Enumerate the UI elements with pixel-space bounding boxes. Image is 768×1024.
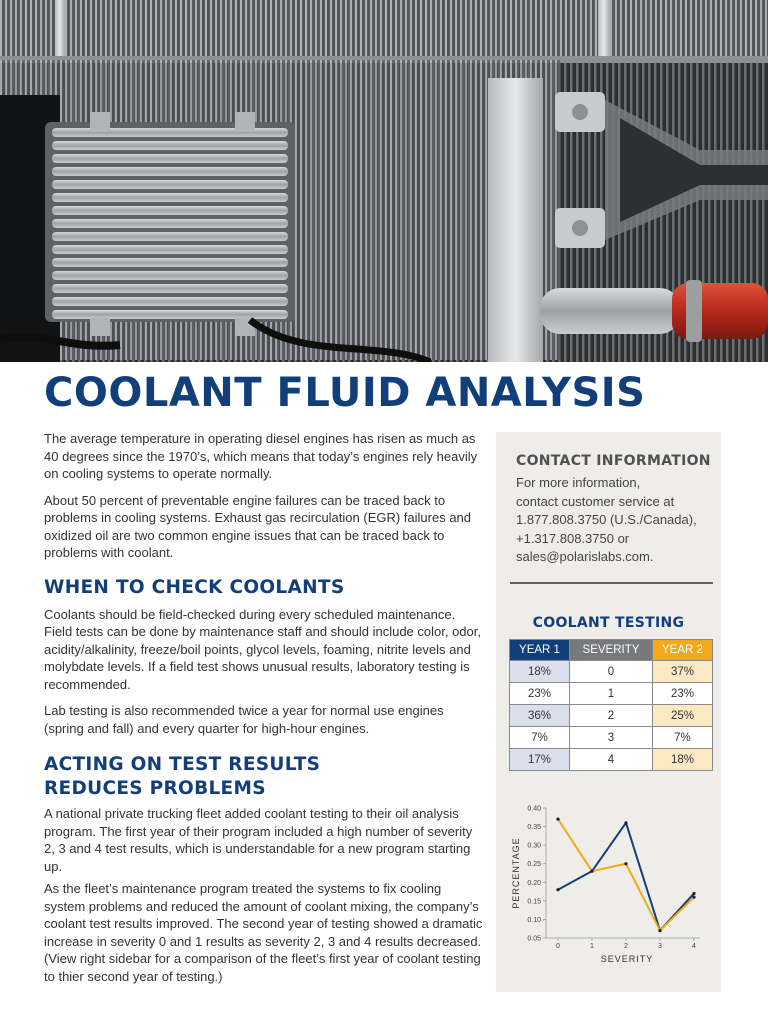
- contact-line: contact customer service at: [516, 493, 675, 509]
- series-1-point: [556, 888, 559, 891]
- table-row: [510, 683, 713, 705]
- header-severity: SEVERITY: [570, 640, 653, 661]
- cell-severity: 3: [570, 727, 653, 749]
- cell-severity: 2: [570, 705, 653, 727]
- series-2-point: [590, 870, 593, 873]
- radiator-photo: [0, 0, 768, 362]
- acting-heading-line-1: ACTING ON TEST RESULTS: [44, 754, 321, 775]
- series-2-point: [556, 818, 559, 821]
- cell-severity: 1: [570, 683, 653, 705]
- header-year-2: YEAR 2: [652, 640, 712, 661]
- cell-year-2: 37%: [652, 661, 712, 683]
- cell-year-2: 23%: [652, 683, 712, 705]
- table-row: [510, 705, 713, 727]
- series-line-2: [558, 819, 694, 930]
- y-tick-label: 0.30: [527, 842, 541, 850]
- acting-paragraph-2: As the fleet’s maintenance program treated the systems to fix cooling system problems and reduced the amount of coolant mixing, the company’s coolant test results improved. The second year of testing showed a dramatic increase in severity 0 and 1 results as severity 2, 3 and 4 results decreased. (View right sidebar for a comparison of the fleet’s first year of coolant testing to thier second year of testing.): [44, 881, 483, 984]
- main-column: [44, 430, 484, 994]
- coolant-testing-heading: COOLANT TESTING: [532, 615, 685, 631]
- y-tick-label: 0.10: [527, 916, 541, 924]
- cell-year-1: 36%: [510, 705, 570, 727]
- severity-line-chart: [508, 798, 708, 968]
- acting-on-results-heading: [44, 753, 484, 801]
- y-tick-label: 0.05: [527, 935, 541, 943]
- table-row: [510, 661, 713, 683]
- x-tick-label: 3: [658, 943, 662, 950]
- cell-year-2: 18%: [652, 749, 712, 771]
- acting-heading-line-2: REDUCES PROBLEMS: [44, 778, 266, 799]
- series-1-point: [624, 821, 627, 824]
- cell-year-1: 18%: [510, 661, 570, 683]
- when-paragraph-2: Lab testing is also recommended twice a year for normal use engines (spring and fall) and every quarter for high-hour engines.: [44, 703, 444, 736]
- x-tick-label: 0: [556, 943, 560, 950]
- cell-severity: 4: [570, 749, 653, 771]
- x-tick-label: 1: [590, 943, 594, 950]
- contact-phone-us: 1.877.808.3750 (U.S./Canada),: [516, 512, 697, 527]
- cell-severity: 0: [570, 661, 653, 683]
- table-header-row: [510, 640, 713, 661]
- sidebar-divider: [510, 582, 713, 584]
- hero-photo: [0, 0, 768, 362]
- series-2-point: [624, 862, 627, 865]
- table-row: [510, 727, 713, 749]
- when-to-check-heading: WHEN TO CHECK COOLANTS: [44, 576, 345, 598]
- y-tick-label: 0.25: [527, 861, 541, 869]
- intro-paragraph-2: About 50 percent of preventable engine failures can be traced back to problems in cooling systems. Exhaust gas recirculation (EGR) failures and oxidized oil are two common engine issues that can be traced back to problems with coolant.: [44, 492, 472, 560]
- y-axis-title: PERCENTAGE: [511, 837, 521, 909]
- cell-year-1: 7%: [510, 727, 570, 749]
- page-title: COOLANT FLUID ANALYSIS: [44, 370, 646, 416]
- cell-year-1: 17%: [510, 749, 570, 771]
- cell-year-1: 23%: [510, 683, 570, 705]
- table-row: [510, 749, 713, 771]
- y-tick-label: 0.35: [527, 824, 541, 832]
- x-tick-label: 4: [692, 943, 696, 950]
- series-2-point: [658, 929, 661, 932]
- coolant-testing-table: [509, 639, 713, 771]
- series-1-point: [692, 892, 695, 895]
- acting-paragraph-1: A national private trucking fleet added coolant testing to their oil analysis program. The first year of their program included a high number of severity 2, 3 and 4 test results, which is understandable for a new program starting up.: [44, 806, 473, 874]
- header-year-1: YEAR 1: [510, 640, 570, 661]
- contact-phone-intl: +1.317.808.3750 or: [516, 530, 630, 546]
- series-2-point: [692, 896, 695, 899]
- contact-line: For more information,: [516, 475, 641, 490]
- cell-year-2: 25%: [652, 705, 712, 727]
- cell-year-2: 7%: [652, 727, 712, 749]
- x-tick-label: 2: [624, 943, 628, 950]
- series-line-1: [558, 823, 694, 931]
- intro-paragraph-1: The average temperature in operating diesel engines has risen as much as 40 degrees since the 1970’s, which means that today’s engines rely heavily on cooling systems to operate normally.: [44, 431, 478, 481]
- contact-info: [516, 474, 697, 567]
- contact-heading: CONTACT INFORMATION: [516, 453, 711, 469]
- contact-email-link[interactable]: sales@polarislabs.com.: [516, 549, 654, 564]
- x-axis-title: SEVERITY: [600, 954, 654, 964]
- y-tick-label: 0.20: [527, 879, 541, 887]
- when-paragraph-1: Coolants should be field-checked during every scheduled maintenance. Field tests can be done by maintenance staff and should include color, odor, acidity/alkalinity, freeze/boil points, glycol levels, foaming, nitrite levels and molybdate levels. If a field test shows unusual results, laboratory testing is recommended.: [44, 606, 481, 692]
- y-tick-label: 0.15: [527, 898, 541, 906]
- y-tick-label: 0.40: [527, 805, 541, 813]
